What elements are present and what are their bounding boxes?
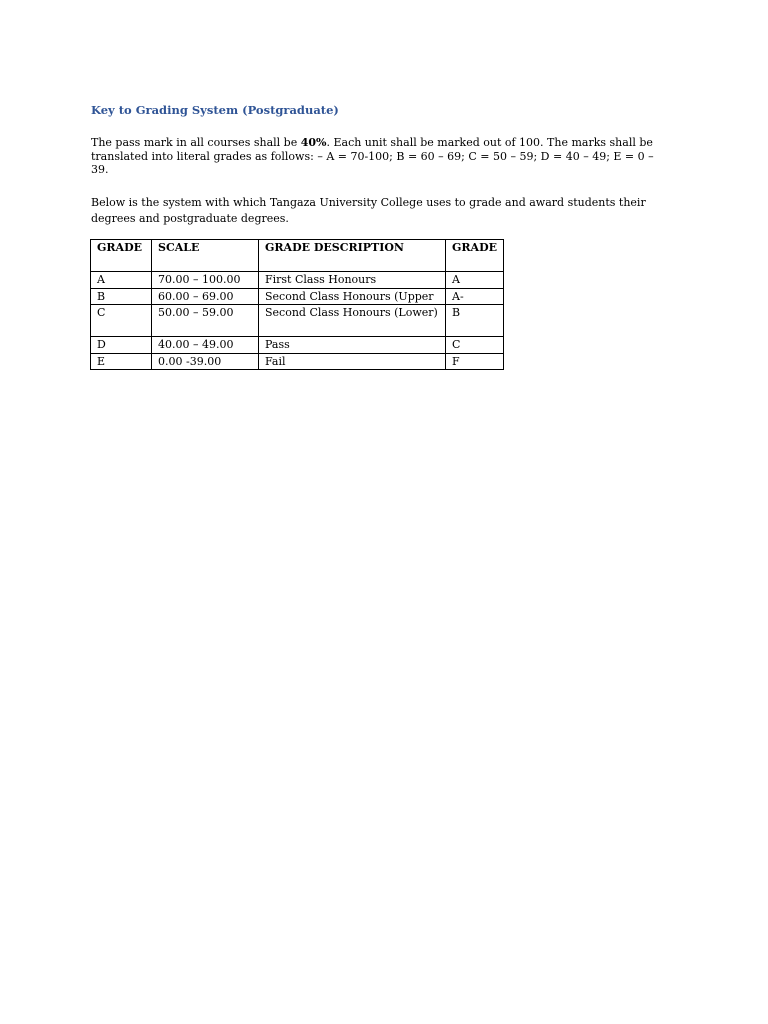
intro-paragraph: [91, 136, 671, 177]
table-cell: 70.00 – 100.00: [152, 272, 259, 289]
table-cell: F: [446, 353, 504, 370]
table-cell: A: [446, 272, 504, 289]
table-cell: Pass: [259, 337, 446, 354]
table-row: [91, 305, 504, 337]
table-row: [91, 272, 504, 289]
intro-text-end: . Each unit shall be marked out of 100. The marks shall be translated into literal grades as follows: – A = 70-100; B = 60 – 69; C = 50 – 59; D = 40 – 49; E = 0 – 39.: [91, 136, 654, 176]
table-row: [91, 337, 504, 354]
table-cell: Fail: [259, 353, 446, 370]
table-cell: D: [91, 337, 152, 354]
table-cell: A-: [446, 288, 504, 305]
table-cell: Second Class Honours (Lower): [259, 305, 446, 337]
table-cell: C: [446, 337, 504, 354]
description-paragraph: Below is the system with which Tangaza University College uses to grade and award students their degrees and postgraduate degrees.: [91, 196, 646, 225]
table-cell: 60.00 – 69.00: [152, 288, 259, 305]
header-final-grade: GRADE: [446, 240, 504, 272]
table-cell: A: [91, 272, 152, 289]
grading-table: [90, 239, 504, 370]
table-header-row: [91, 240, 504, 272]
header-grade-description: GRADE DESCRIPTION: [259, 240, 446, 272]
table-cell: E: [91, 353, 152, 370]
header-scale: SCALE: [152, 240, 259, 272]
table-row: [91, 288, 504, 305]
header-grade: GRADE: [91, 240, 152, 272]
table-cell: B: [446, 305, 504, 337]
table-cell: 0.00 -39.00: [152, 353, 259, 370]
intro-text-start: The pass mark in all courses shall be: [91, 136, 301, 149]
table-cell: B: [91, 288, 152, 305]
table-cell: 40.00 – 49.00: [152, 337, 259, 354]
table-cell: First Class Honours: [259, 272, 446, 289]
table-cell: C: [91, 305, 152, 337]
table-row: [91, 353, 504, 370]
pass-mark: 40%: [300, 136, 327, 149]
table-cell: 50.00 – 59.00: [152, 305, 259, 337]
page-title: Key to Grading System (Postgraduate): [91, 103, 339, 117]
table-cell: Second Class Honours (Upper: [259, 288, 446, 305]
